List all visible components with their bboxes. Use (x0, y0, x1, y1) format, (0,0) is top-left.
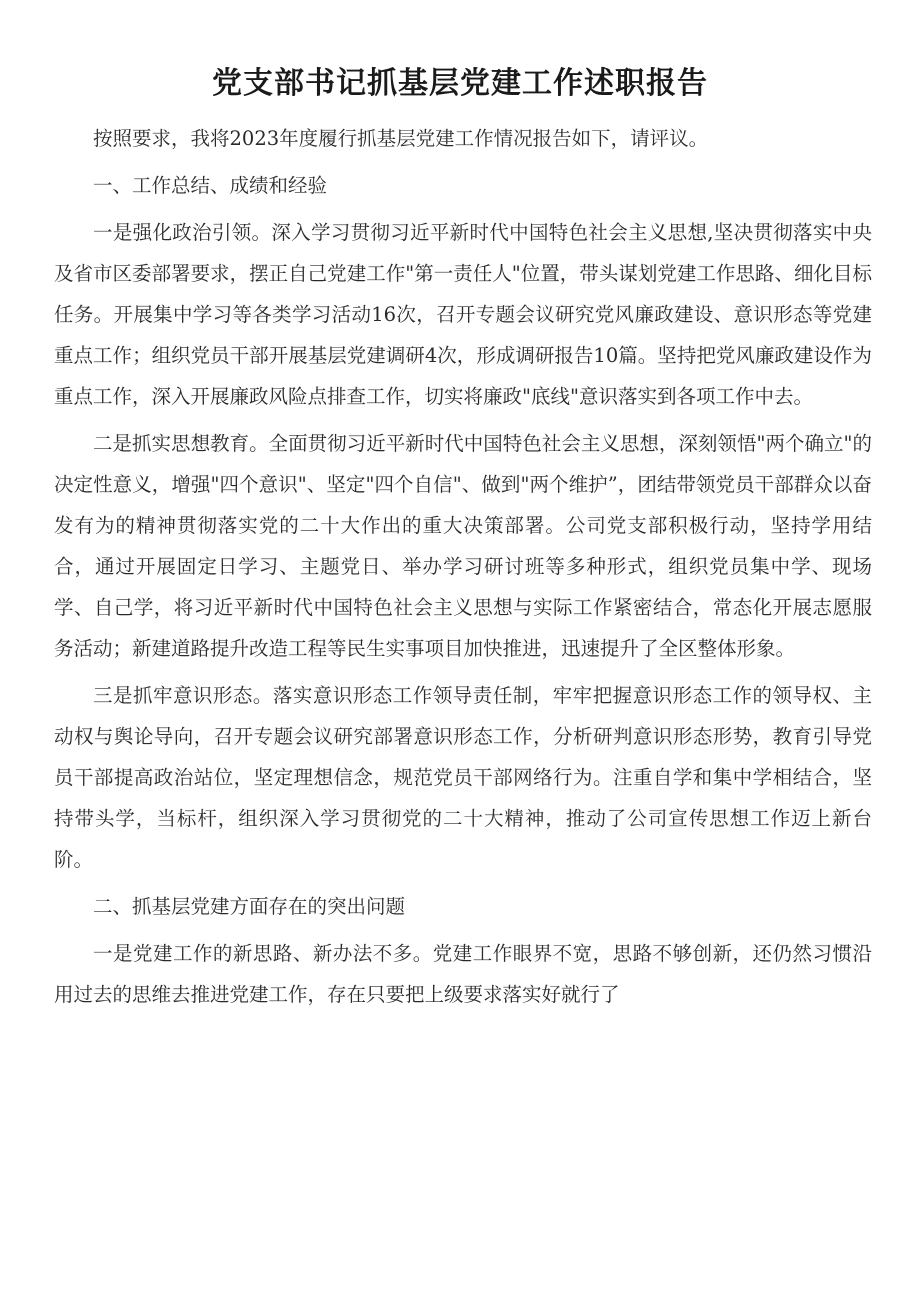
paragraph-ideological-education (54, 423, 872, 669)
paragraph-new-ideas (54, 933, 872, 1015)
section-heading-1: 一、工作总结、成绩和经验 (93, 174, 328, 197)
paragraph-lead: 二是抓实思想教育。 (93, 432, 269, 455)
paragraph-text: 深入学习贯彻习近平新时代中国特色社会主义思想,坚决贯彻落实中央及省市区委部署要求，摆正自己党建工作"第一责任人"位置，带头谋划党建工作思路、细化目标任务。开展集中学习等各类学习活动16次，召开专题会议研究党风廉政建设、意识形态等党建重点工作；组织党员干部开展基层党建调研4次，形成调研报告10篇。坚持把党风廉政建设作为重点工作，深入开展廉政风险点排查工作，切实将廉政"底线"意识落实到各项工作中去。 (54, 221, 872, 408)
paragraph-text: 党建工作眼界不宽，思路不够创新，还仍然习惯沿用过去的思维去推进党建工作，存在只要把上级要求落实好就行了 (54, 942, 872, 1006)
document-body (54, 118, 872, 1021)
paragraph-text: 全面贯彻习近平新时代中国特色社会主义思想，深刻领悟"两个确立"的决定性意义，增强"四个意识"、坚定"四个自信"、做到"两个维护”，团结带领党员干部群众以奋发有为的精神贯彻落实党的二十大作出的重大决策部署。公司党支部积极行动，坚持学用结合，通过开展固定日学习、主题党日、举办学习研讨班等多种形式，组织党员集中学、现场学、自己学，将习近平新时代中国特色社会主义思想与实际工作紧密结合，常态化开展志愿服务活动；新建道路提升改造工程等民生实事项目加快推进，迅速提升了全区整体形象。 (54, 432, 872, 660)
section-heading-2: 二、抓基层党建方面存在的突出问题 (93, 895, 406, 918)
paragraph-ideology (54, 675, 872, 880)
paragraph-lead: 一是强化政治引领。 (93, 221, 272, 244)
paragraph-political-guidance (54, 212, 872, 417)
paragraph-lead: 一是党建工作的新思路、新办法不多。 (93, 942, 433, 965)
paragraph-lead: 三是抓牢意识形态。 (93, 684, 273, 707)
paragraph-text: 落实意识形态工作领导责任制，牢牢把握意识形态工作的领导权、主动权与舆论导向，召开专题会议研究部署意识形态工作，分析研判意识形态形势，教育引导党员干部提高政治站位，坚定理想信念，规范党员干部网络行为。注重自学和集中学相结合，坚持带头学，当标杆，组织深入学习贯彻党的二十大精神，推动了公司宣传思想工作迈上新台阶。 (54, 684, 872, 871)
intro-paragraph: 按照要求，我将2023年度履行抓基层党建工作情况报告如下，请评议。 (93, 127, 709, 150)
page-title: 党支部书记抓基层党建工作述职报告 (212, 66, 708, 101)
